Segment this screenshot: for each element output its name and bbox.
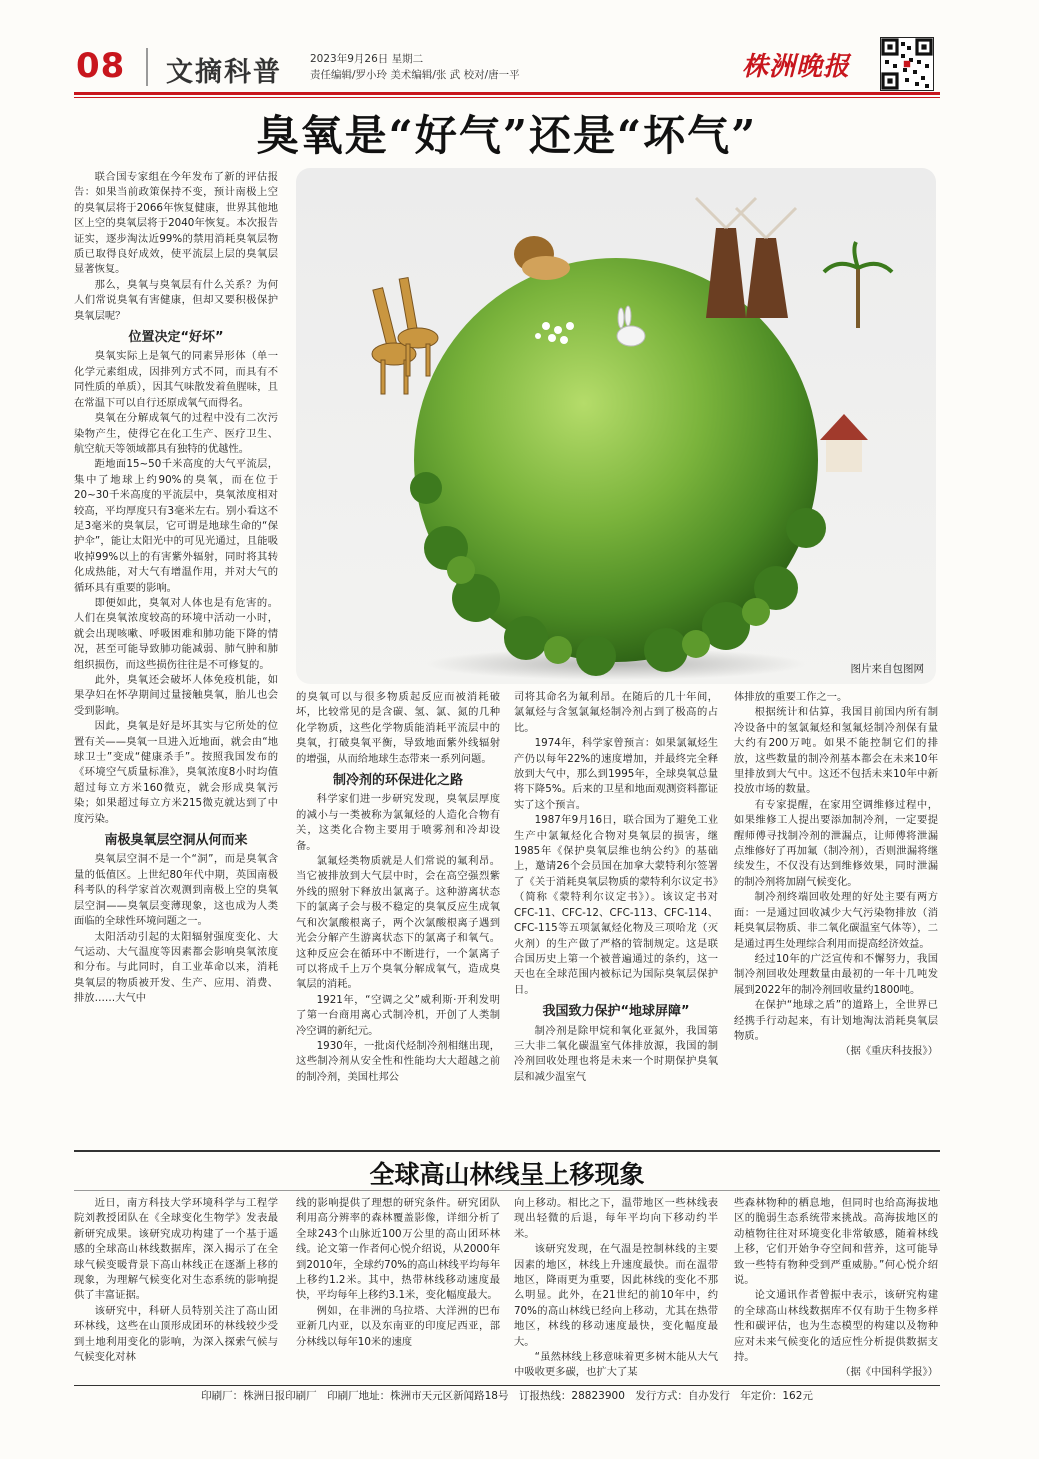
newspaper-logo: 株洲晚报 — [742, 52, 851, 82]
article-source: （据《中国科学报》） — [840, 1366, 938, 1379]
paragraph: 的臭氧可以与很多物质起反应而被消耗破坏，比较常见的是含碳、氢、氯、氮的几种化学物质，这些化学物质能消耗平流层中的臭氧，打破臭氧平衡，导致地面紫外线辐射的增强，从而给地球生态带来一系列问题。 — [296, 691, 500, 765]
paragraph: 1974年，科学家曾预言：如果氯氟烃生产仍以每年22%的速度增加，并最终完全释放到大气中，那么到1995年，全球臭氧总量将下降5%。后来的卫星和地面观测资料都证实了这个预言。 — [514, 737, 718, 811]
paragraph: 例如，在非洲的乌拉塔、大洋洲的巴布亚新几内亚，以及东南亚的印度尼西亚，部分林线以每年10米的速度 — [296, 1304, 500, 1348]
article-column-3 — [514, 690, 718, 1085]
paragraph: 太阳活动引起的太阳辐射强度变化、大气运动、大气温度等因素都会影响臭氧浓度和分布。与此同时，自工业革命以来，消耗臭氧层的物质被开发、生产、应用、消费、排放……大气中 — [74, 930, 278, 1005]
green-globe-image — [296, 168, 936, 684]
paragraph: 臭氧实际上是氧气的同素异形体（单一化学元素组成，因排列方式不同，而具有不同性质的单质），因其气味散发着鱼腥味，且在常温下可以自行还原成氧气而得名。 — [74, 350, 278, 409]
subheading: 我国致力保护“地球屏障” — [542, 1004, 690, 1020]
paragraph: 此外，臭氧还会破坏人体免疫机能，如果孕妇在怀孕期间过量接触臭氧，胎儿也会受到影响。 — [74, 674, 278, 717]
paragraph: 该研究发现，在气温是控制林线的主要因素的地区，林线上升速度最快。而在温带地区，降雨更为重要，因此林线的变化不那么明显。此外，在21世纪的前10年中，约70%的高山林线已经向上移动，尤其在热带地区，林线的移动速度最快，变化幅度最大。 — [514, 1243, 718, 1348]
article-column-2 — [296, 690, 500, 1085]
subheading: 位置决定“好坏” — [128, 330, 224, 346]
print-footer: 印刷厂：株洲日报印刷厂 印刷厂地址：株洲市天元区新闻路18号 订报热线：28823900 发行方式：自办发行 年定价：162元 — [201, 1390, 813, 1402]
article-column-4 — [734, 690, 938, 1060]
paragraph: 科学家们进一步研究发现，臭氧层厚度的减小与一类被称为氯氟烃的人造化合物有关，这类化合物主要用于喷雾剂和冷却设备。 — [296, 793, 500, 852]
article2-column-3 — [514, 1196, 718, 1381]
paragraph: 经过10年的广泛宣传和不懈努力，我国制冷剂回收处理数量由最初的一年十几吨发展到2022年的制冷剂回收量约1800吨。 — [734, 952, 938, 996]
issue-date: 2023年9月26日 星期二 — [310, 53, 424, 65]
paragraph: 有专家提醒，在家用空调维修过程中，如果维修工人提出要添加制冷剂，一定要提醒师傅寻找制冷剂的泄漏点，让师傅将泄漏点维修好了再加氟（制冷剂），否则泄漏将继续发生，不仅没有达到维修效果，同时泄漏的制冷剂将加剧气候变化。 — [734, 798, 938, 888]
paragraph: 近日，南方科技大学环境科学与工程学院刘教授团队在《全球变化生物学》发表最新研究成果。该研究成功构建了一个基于遥感的全球高山林线数据库，深入揭示了在全球气候变暖背景下高山林线正在逐渐上移的现象，为理解气候变化对生态系统的影响提供了丰富证据。 — [74, 1197, 278, 1302]
paragraph: 氯氟烃类物质就是人们常说的氟利昂。当它被排放到大气层中时，会在高空强烈紫外线的照射下释放出氯离子。这种游离状态下的氯离子会与极不稳定的臭氧反应生成氧气和次氯酸根离子，两个次氯酸根离子遇到光会分解产生游离状态下的氯离子和氧气。这种反应会在循环中不断进行，一个氯离子可以将成千上万个臭氧分解成氧气，造成臭氧层的消耗。 — [296, 855, 500, 991]
article2-column-2 — [296, 1196, 500, 1350]
paragraph: 向上移动。相比之下，温带地区一些林线表现出轻微的后退，每年平均向下移动约半米。 — [514, 1197, 718, 1240]
subheading: 制冷剂的环保进化之路 — [332, 773, 463, 789]
section-title: 文摘科普 — [166, 57, 282, 88]
article2-column-4 — [734, 1196, 938, 1381]
paragraph: 该研究中，科研人员特别关注了高山团环林线，这些在山顶形成团环的林线较少受到土地利用变化的影响，为深入探索气候与气候变化对林 — [74, 1304, 278, 1364]
paragraph: 距地面15~50千米高度的大气平流层，集中了地球上约90%的臭氧，而在位于20~30千米高度的平流层中，臭氧浓度相对较高，平均厚度只有3毫米左右。别小看这不足3毫米的臭氧层，它可谓是地球生命的“保护伞”，能让太阳光中的可见光通过，且能吸收掉99%以上的有害紫外辐射，同时将其转化成热能，对大气有增温作用，并对大气的循环具有重要的影响。 — [74, 458, 278, 594]
paragraph: “虽然林线上移意味着更多树木能从大气中吸收更多碳，也扩大了某 — [514, 1351, 718, 1379]
paragraph: 制冷剂是除甲烷和氧化亚氮外，我国第三大非二氧化碳温室气体排放源，我国的制冷剂回收处理也将是未来一个时期保护臭氧层和减少温室气 — [514, 1024, 718, 1083]
paragraph: 在保护“地球之盾”的道路上，全世界已经携手行动起来，有计划地淘汰消耗臭氧层物质。 — [734, 999, 938, 1042]
article-divider-thin — [74, 1190, 940, 1191]
paragraph: 些森林物种的栖息地，但同时也给高海拔地区的脆弱生态系统带来挑战。高海拔地区的动植物往往对环境变化非常敏感，随着林线上移，它们开始争夺空间和营养，这可能导致一些特有物种受到严重威胁。”何心悦介绍说。 — [734, 1197, 938, 1287]
editor-credits: 责任编辑/罗小玲 美术编辑/张 武 校对/唐一平 — [310, 69, 520, 81]
paragraph: 论文通讯作者曾振中表示，该研究构建的全球高山林线数据库不仅有助于生物多样性和碳评估，也为生态模型的构建以及物种应对未来气候变化的适应性分析提供数据支持。 — [734, 1289, 938, 1364]
paragraph: 1930年，一批卤代烃制冷剂相继出现，这些制冷剂从安全性和性能均大大超越之前的制冷剂，美国杜邦公 — [296, 1039, 500, 1083]
paragraph: 线的影响提供了理想的研究条件。研究团队利用高分辨率的森林覆盖影像，详细分析了全球243个山脉近100万公里的高山团环林线。论文第一作者何心悦介绍说，从2000年到2010年，全球约70%的高山林线平均每年上移约1.2米。其中，热带林线移动速度最快，平均每年上移约3.1米，变化幅度最大。 — [296, 1197, 500, 1302]
paragraph: 即便如此，臭氧对人体也是有危害的。人们在臭氧浓度较高的环境中活动一小时，就会出现咳嗽、呼吸困难和肺功能下降的情况，甚至可能导致肺功能减弱、肺气肿和肺组织损伤，而这些损伤往往是不可修复的。 — [74, 596, 278, 671]
article2-column-1 — [74, 1196, 278, 1365]
qr-code-icon — [880, 37, 934, 91]
paragraph: 司将其命名为氟利昂。在随后的几十年间，氯氟烃与含氢氯氟烃制冷剂占到了极高的占比。 — [514, 691, 718, 734]
masthead-rule-thin — [74, 97, 940, 98]
image-credit: 图片来自包图网 — [850, 663, 924, 675]
paragraph: 根据统计和估算，我国目前国内所有制冷设备中的氢氯氟烃和氢氟烃制冷剂保有量大约有200万吨。如果不能控制它们的排放，这些数量的制冷剂基本都会在未来10年里排放到大气中。这还不包括未来10年中新投放市场的数量。 — [734, 706, 938, 796]
paragraph: 1921年，“空调之父”威利斯·开利发明了第一台商用离心式制冷机，开创了人类制冷空调的新纪元。 — [296, 993, 500, 1037]
page-number: 08 — [76, 46, 126, 86]
article-source: （据《重庆科技报》） — [840, 1045, 938, 1058]
masthead-divider — [146, 48, 148, 86]
paragraph: 1987年9月16日，联合国为了避免工业生产中氯氟烃化合物对臭氧层的损害，继1985年《保护臭氧层维也纳公约》的基础上，邀请26个会员国在加拿大蒙特利尔签署了《关于消耗臭氧层物质的蒙特利尔议定书》（简称《蒙特利尔议定书》）。该议定书对CFC-11、CFC-12、CFC-113、CFC-114、CFC-115等五项氯氟烃化物及三项哈龙（灭火剂）的生产做了严格的管制规定。这是联合国历史上第一个被普遍通过的条约，这一天也在全球范围内被标记为国际臭氧层保护日。 — [514, 814, 718, 996]
masthead-rule — [74, 92, 940, 95]
article-column-1 — [74, 170, 278, 1007]
paragraph: 制冷剂终端回收处理的好处主要有两方面：一是通过回收减少大气污染物排放（消耗臭氧层物质、非二氧化碳温室气体等），二是通过再生处理综合利用而提高经济效益。 — [734, 891, 938, 950]
paragraph: 臭氧层空洞不是一个“洞”，而是臭氧含量的低值区。上世纪80年代中期，英国南极科考队的科学家首次观测到南极上空的臭氧层空洞——臭氧层变薄现象，这也成为人类面临的全球性环境问题之一。 — [74, 853, 278, 928]
paragraph: 臭氧在分解成氧气的过程中没有二次污染物产生，使得它在化工生产、医疗卫生、航空航天等领域都具有独特的优越性。 — [74, 412, 278, 455]
paragraph: 那么，臭氧与臭氧层有什么关系？为何人们常说臭氧有害健康，但却又要积极保护臭氧层呢？ — [74, 278, 278, 322]
article-headline: 臭氧是“好气”还是“坏气” — [256, 111, 758, 160]
subheading: 南极臭氧层空洞从何而来 — [104, 833, 248, 849]
paragraph: 体排放的重要工作之一。 — [734, 691, 848, 703]
article-headline-2: 全球高山林线呈上移现象 — [369, 1160, 645, 1189]
paragraph: 因此，臭氧是好是坏其实与它所处的位置有关——臭氧一旦进入近地面，就会由“地球卫士”变成“健康杀手”。按照我国发布的《环境空气质量标准》，臭氧浓度8小时均值超过每立方米160微克，就会形成臭氧污染；如果超过每立方米215微克就达到了中度污染。 — [74, 720, 278, 825]
paragraph: 联合国专家组在今年发布了新的评估报告：如果当前政策保持不变，预计南极上空的臭氧层将于2066年恢复健康，世界其他地区上空的臭氧层将于2040年恢复。本次报告证实，逐步淘汰近99%的禁用消耗臭氧层物质已取得良好成效，使平流层上层的臭氧层显著恢复。 — [74, 171, 278, 276]
article-divider — [74, 1150, 940, 1152]
footer-rule — [74, 1385, 940, 1386]
